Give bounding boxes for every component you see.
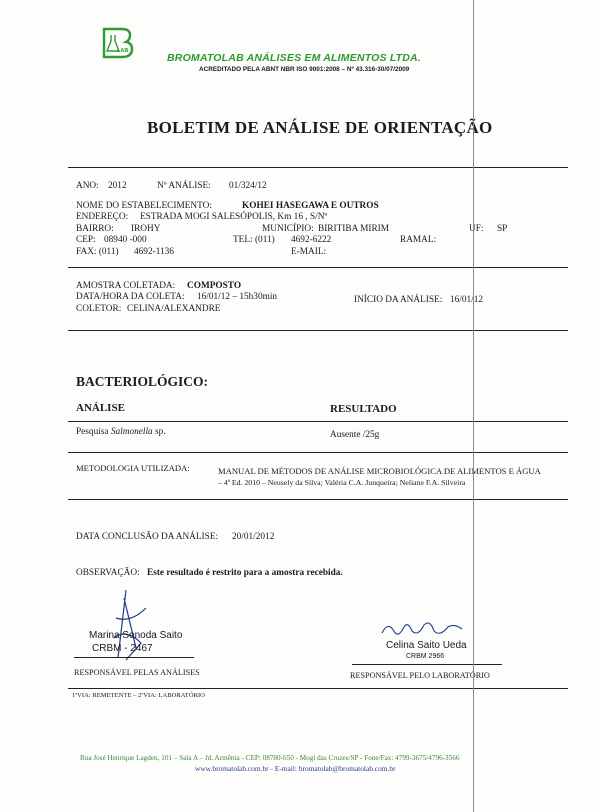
cep-value: 08940 -000: [104, 235, 147, 245]
section-title: BACTERIOLÓGICO:: [76, 374, 209, 389]
data-coleta-value: 16/01/12 – 15h30min: [197, 292, 278, 302]
ramal-label: RAMAL:: [400, 235, 437, 245]
accreditation: ACREDITADO PELA ABNT NBR ISO 9001:2008 – Nº 43.316-30/07/2009: [199, 66, 410, 73]
uf-label: UF:: [469, 224, 484, 234]
footer-site[interactable]: www.bromatolab.com.br: [195, 764, 269, 773]
coletor-value: CELINA/ALEXANDRE: [127, 304, 221, 314]
inicio-label: INÍCIO DA ANÁLISE:: [354, 295, 443, 305]
right-signer-role: RESPONSÁVEL PELO LABORATÓRIO: [350, 671, 490, 680]
col-analise: ANÁLISE: [76, 402, 125, 414]
fax-label: FAX: (011): [76, 247, 119, 257]
divider: [68, 452, 568, 453]
nome-value: KOHEI HASEGAWA E OUTROS: [242, 201, 379, 211]
email-label: E-MAIL:: [291, 247, 327, 257]
numero-label: Nº ANÁLISE:: [157, 181, 211, 191]
test-result: Ausente /25g: [330, 430, 380, 440]
page-fold-line: [473, 0, 474, 812]
nome-label: NOME DO ESTABELECIMENTO:: [76, 201, 212, 211]
divider: [68, 267, 568, 268]
conclusion-label: DATA CONCLUSÃO DA ANÁLISE:: [76, 532, 219, 542]
methodology-line1: MANUAL DE MÉTODOS DE ANÁLISE MICROBIOLÓGICA DE ALIMENTOS E ÁGUA: [218, 466, 541, 476]
amostra-label: AMOSTRA COLETADA:: [76, 281, 176, 291]
right-signer-reg: CRBM 2966: [406, 653, 445, 660]
footer-email[interactable]: bromatolab@bromatolab.com.br: [298, 764, 396, 773]
data-coleta-label: DATA/HORA DA COLETA:: [76, 292, 185, 302]
cep-label: CEP:: [76, 235, 96, 245]
organism-name: Salmonella: [110, 427, 153, 437]
left-signer-name: Marina Sonoda Saito: [89, 630, 183, 641]
conclusion-date: 20/01/2012: [232, 532, 275, 542]
table-rule: [68, 421, 568, 422]
methodology-line2: – 4ª Ed. 2010 – Neusely da Silva; Valéria C.A. Junqueira; Neliane F.A. Silveira: [218, 478, 466, 487]
signature-line: [352, 664, 502, 665]
ano-value: 2012: [108, 181, 127, 191]
coletor-label: COLETOR:: [76, 304, 122, 314]
company-logo: [100, 27, 136, 59]
test-name: [76, 427, 166, 437]
inicio-value: 16/01/12: [450, 295, 484, 305]
divider: [68, 167, 568, 168]
footer-email-label: - E-mail:: [270, 764, 297, 773]
left-signer-reg: CRBM - 2467: [92, 643, 153, 654]
test-prefix: Pesquisa: [76, 427, 109, 437]
logo-text: LAB: [117, 48, 129, 54]
endereco-label: ENDEREÇO:: [76, 212, 129, 222]
uf-value: SP: [497, 224, 508, 234]
footer-contact: [195, 764, 396, 773]
bairro-value: IROHY: [131, 224, 161, 234]
municipio-value: BIRITIBA MIRIM: [318, 224, 390, 234]
copy-distribution: 1ªVIA: REMETENTE – 2ªVIA: LABORATÓRIO: [72, 692, 205, 699]
divider: [68, 688, 568, 689]
right-signer-name: Celina Saito Ueda: [386, 640, 467, 651]
fax-value: 4692-1136: [134, 247, 174, 257]
test-suffix: sp.: [155, 427, 166, 437]
observation-text: Este resultado é restrito para a amostra recebida.: [147, 568, 343, 578]
endereco-value: ESTRADA MOGI SALESÓPOLIS, Km 16 , S/Nº: [140, 212, 328, 222]
left-signature: [96, 588, 166, 668]
document-title: BOLETIM DE ANÁLISE DE ORIENTAÇÃO: [147, 118, 493, 137]
divider: [68, 499, 568, 500]
municipio-label: MUNICÍPIO:: [262, 224, 314, 234]
numero-value: 01/324/12: [229, 181, 267, 191]
tel-label: TEL: (011): [233, 235, 275, 245]
company-name: BROMATOLAB ANÁLISES EM ALIMENTOS LTDA.: [167, 52, 421, 64]
methodology-label: METODOLOGIA UTILIZADA:: [76, 463, 190, 473]
signature-line: [74, 657, 194, 658]
observation-label: OBSERVAÇÃO:: [76, 568, 140, 578]
bairro-label: BAIRRO:: [76, 224, 114, 234]
col-resultado: RESULTADO: [330, 403, 397, 415]
divider: [68, 330, 568, 331]
amostra-value: COMPOSTO: [187, 281, 242, 291]
footer-address: Rua José Henrique Lagden, 101 – Sala A – Jd. Armênia - CEP: 08780-650 - Mogi das Cruzes/SP - Fone/Fax: 4799-3675/4796-3566: [80, 754, 460, 762]
left-signer-role: RESPONSÁVEL PELAS ANÁLISES: [74, 668, 200, 677]
tel-value: 4692-6222: [291, 235, 332, 245]
ano-label: ANO:: [76, 181, 99, 191]
